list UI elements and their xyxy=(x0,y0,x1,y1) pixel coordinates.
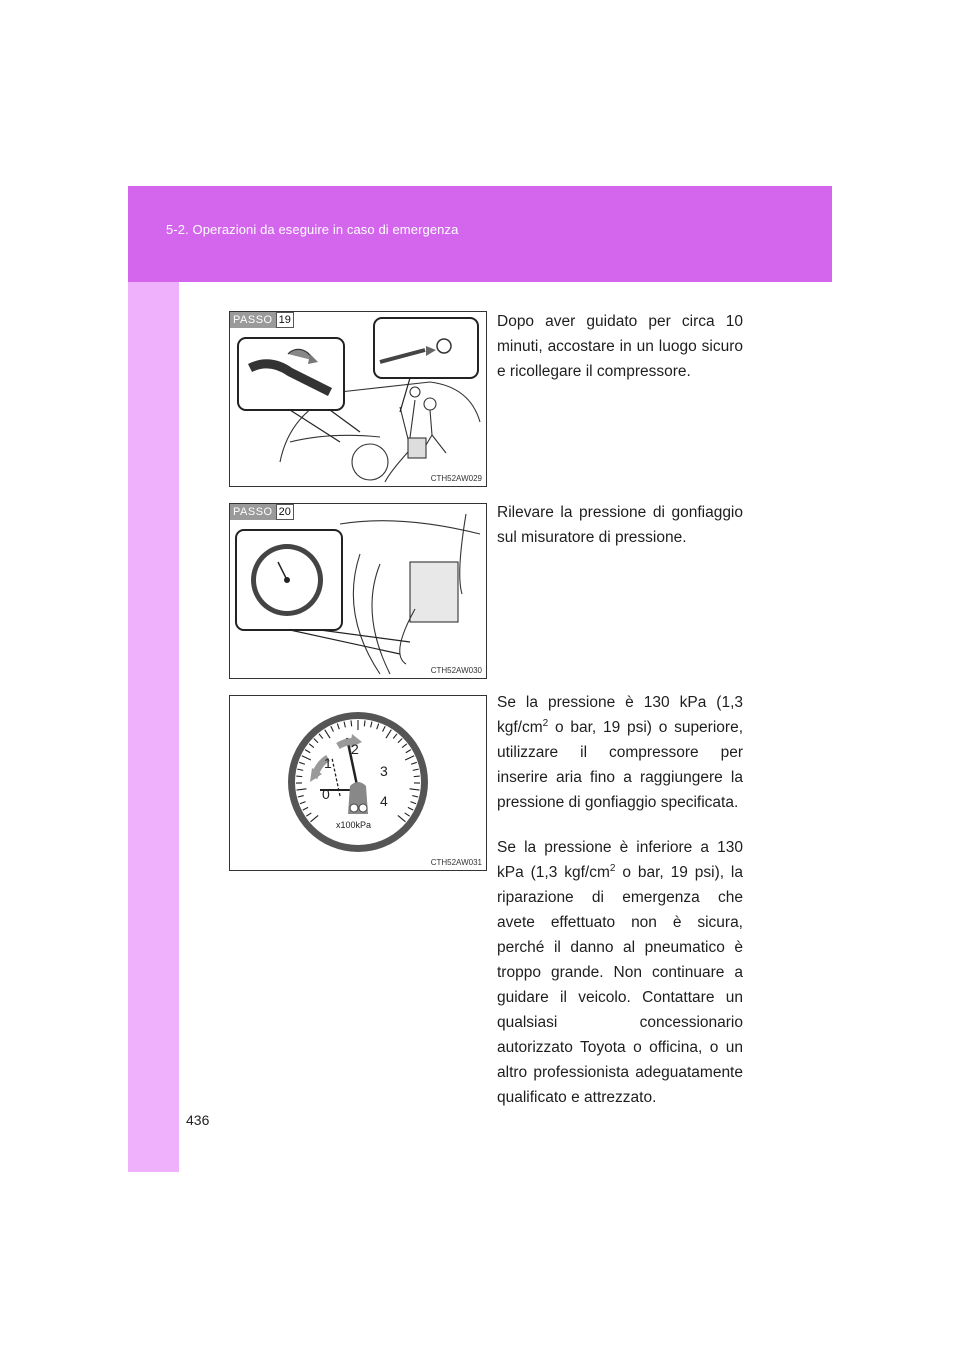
gauge-unit: x100kPa xyxy=(336,820,372,830)
figure-pressure-gauge xyxy=(229,695,487,871)
gauge-tick xyxy=(414,776,420,777)
pressure-ok-paragraph: Se la pressione è 130 kPa (1,3 kgf/$cm^2$ o bar, 19 psi) o superiore, utilizzare il compressore per inserire aria fino a raggiungere la pressione di gonfiaggio specificata. xyxy=(497,694,743,811)
gauge-label-1: 1 xyxy=(324,755,332,771)
figure-code: CTH52AW030 xyxy=(430,666,482,675)
step-20-text: Rilevare la pressione di gonfiaggio sul misuratore di pressione. xyxy=(497,504,743,546)
figure-step-20 xyxy=(229,503,487,679)
gauge-tick xyxy=(364,720,365,726)
step-19-text: Dopo aver guidato per circa 10 minuti, accostare in un luogo sicuro e ricollegare il compressore. xyxy=(497,313,743,380)
step-badge: PASSO 19 xyxy=(230,312,294,328)
figure-code: CTH52AW031 xyxy=(430,858,482,867)
gauge-tick xyxy=(296,776,302,777)
figure-code: CTH52AW029 xyxy=(430,474,482,483)
step-badge: PASSO 20 xyxy=(230,504,294,520)
figure-step-19 xyxy=(229,311,487,487)
side-tab xyxy=(128,282,179,1172)
section-title: 5-2. Operazioni da eseguire in caso di emergenza xyxy=(166,222,459,237)
page-number: 436 xyxy=(186,1112,210,1128)
gauge-label-2: 2 xyxy=(351,741,359,757)
reconnect-compressor-illustration xyxy=(230,312,486,486)
gauge-label-4: 4 xyxy=(380,793,388,809)
pressure-low-paragraph: Se la pressione è inferiore a 130 kPa (1,3 kgf/$cm^2$ o bar, 19 psi), la riparazione di emergenza che avete effettuato non è sicura, perché il danno al pneumatico è troppo grande. Non continuare a guidare il veicolo. Contattare un qualsiasi concessionario autorizzato Toyota o officina, o un altro professionista adeguatamente qualificato e attrezzato. xyxy=(497,839,743,1106)
pressure-gauge-icon xyxy=(230,696,486,870)
gauge-label-0: 0 xyxy=(322,786,330,802)
read-pressure-illustration xyxy=(230,504,486,678)
gauge-tick xyxy=(351,720,352,726)
gauge-label-3: 3 xyxy=(380,763,388,779)
